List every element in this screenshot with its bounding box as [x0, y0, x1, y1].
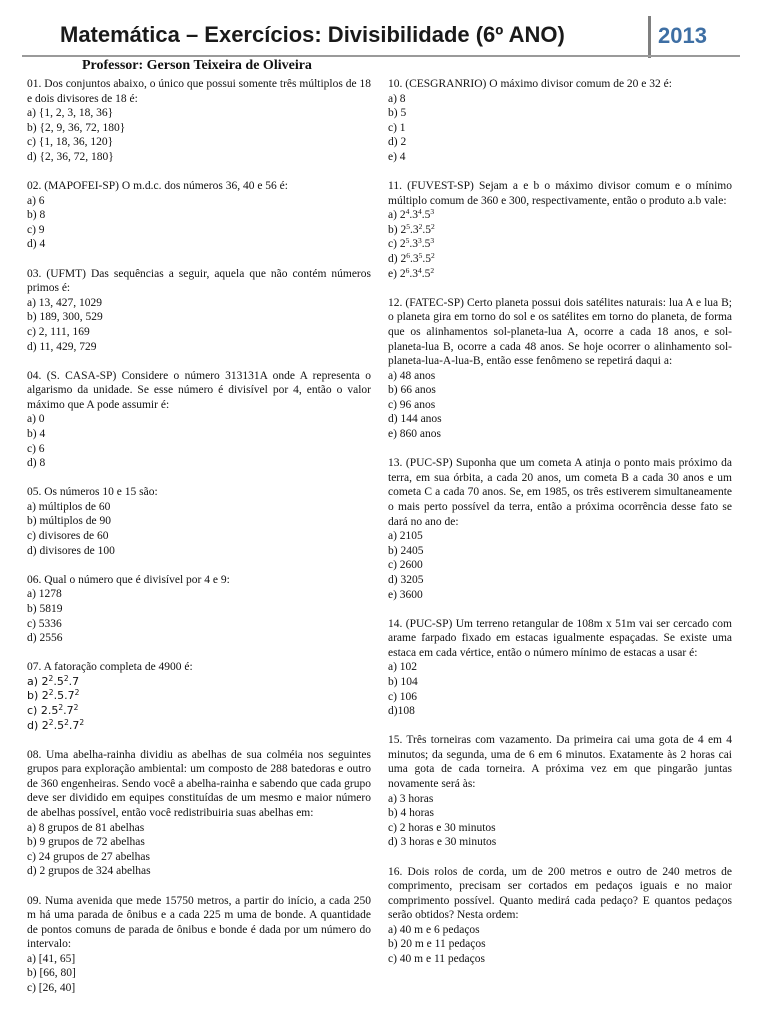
- power-exponent: 4: [417, 265, 422, 275]
- question-stem: 06. Qual o número que é divisível por 4 e 9:: [27, 573, 230, 586]
- power-base: 7: [67, 689, 75, 703]
- option-c: c) [26, 40]: [27, 982, 76, 995]
- option-a: a) múltiplos de 60: [27, 500, 111, 513]
- option-d: d) {2, 36, 72, 180}: [27, 150, 114, 163]
- question-stem: 10. (CESGRANRIO) O máximo divisor comum de 20 e 32 é:: [388, 78, 672, 90]
- power-base: 3: [412, 253, 419, 266]
- question-12: [388, 296, 732, 442]
- power-base: 5: [56, 674, 64, 688]
- option-b: b) 9 grupos de 72 abelhas: [27, 836, 145, 849]
- power-base: 5: [51, 703, 59, 717]
- question-stem: 09. Numa avenida que mede 15750 metros, a partir do início, a cada 250 m há uma parada de ônibus e a cada 225 m uma de bonde. A quantidade de pontos comuns de parada de ônibus e bonde é dada por um número do intervalo:: [27, 894, 371, 951]
- question-stem: 12. (FATEC-SP) Certo planeta possui dois satélites naturais: lua A e lua B; o planeta gira em torno do sol e os satélites em torno do planeta, de forma que os alinhamentos sol-planeta-lua A, ocorre a cada 18 anos, e sol-planeta-lua B, ocorre a cada 48 anos. Se hoje ocorrer o alinhamento sol-planeta-lua-A-lua-B, então esse fenômeno se repetirá daqui a:: [388, 296, 732, 368]
- question-03: [27, 267, 371, 355]
- option-d: d) 3 horas e 30 minutos: [388, 836, 497, 849]
- option-d: d) 3205: [388, 573, 424, 586]
- question-stem: 16. Dois rolos de corda, um de 200 metros e outro de 240 metros de comprimento, precisam ser cortados em pedaços iguais e no maior comprimento possível. Quanto medirá cada pedaço? E quantos pedaços serão obtidos? Nesta ordem:: [388, 865, 732, 922]
- power-base: 3: [412, 267, 418, 280]
- power-base: 2: [41, 718, 49, 732]
- option-a: a) 48 anos: [388, 369, 436, 382]
- option-d: d) 2556: [27, 632, 63, 645]
- power-exponent: 6: [405, 265, 410, 275]
- power-base: 2: [41, 689, 49, 703]
- option-b: b) múltiplos de 90: [27, 515, 112, 528]
- option-a: a) 1278: [27, 588, 62, 601]
- multiply-dot: .: [409, 209, 413, 222]
- question-stem: 01. Dos conjuntos abaixo, o único que possui somente três múltiplos de 18 e dois divisores de 18 é:: [27, 78, 371, 105]
- option-d: [388, 252, 732, 267]
- option-d: d)108: [388, 705, 415, 718]
- header-rule: [22, 55, 740, 57]
- multiply-dot: .: [53, 689, 58, 703]
- multiply-dot: .: [63, 703, 67, 717]
- multiply-dot: .: [68, 718, 73, 732]
- multiply-dot: .: [53, 718, 58, 732]
- power-base: 2: [399, 209, 406, 222]
- power-exponent: 4: [417, 207, 422, 217]
- question-01: [27, 77, 371, 165]
- power-exponent: 3: [430, 207, 435, 217]
- power-exponent: 2: [63, 673, 69, 683]
- question-stem: 03. (UFMT) Das sequências a seguir, aquela que não contém números primos é:: [27, 267, 371, 295]
- power-exponent: 2: [48, 688, 54, 698]
- power-base: 2: [399, 238, 406, 251]
- power-exponent: 5: [418, 251, 423, 261]
- question-stem: 07. A fatoração completa de 4900 é:: [27, 661, 193, 674]
- option-a: [388, 208, 732, 223]
- multiply-dot: .: [47, 703, 52, 717]
- header-divider: [648, 16, 651, 58]
- option-a: a) 2105: [388, 530, 423, 543]
- question-stem: 05. Os números 10 e 15 são:: [27, 486, 158, 499]
- option-b: b) 4: [27, 427, 46, 440]
- power-exponent: 4: [405, 207, 410, 217]
- option-e: e) 4: [388, 150, 406, 163]
- question-16: [388, 865, 732, 967]
- power-exponent: 5: [405, 236, 410, 246]
- option-e: e) 3600: [388, 588, 423, 601]
- page-title: Matemática – Exercícios: Divisibilidade (6º ANO): [60, 22, 565, 47]
- option-d: d) 144 anos: [388, 413, 442, 426]
- option-c: c) 24 grupos de 27 abelhas: [27, 850, 150, 863]
- option-b: b) {2, 9, 36, 72, 180}: [27, 121, 126, 134]
- option-a: a) 6: [27, 194, 45, 207]
- multiply-dot: .: [421, 238, 425, 251]
- question-stem: 14. (PUC-SP) Um terreno retangular de 108m x 51m vai ser cercado com arame farpado fixado em estacas igualmente espaçadas. Se existe uma estaca em cada vértice, então o número mínimo de estacas a usar é:: [388, 617, 732, 659]
- power-base: 7: [72, 674, 80, 688]
- option-d: d) 8: [27, 457, 46, 470]
- question-stem: 13. (PUC-SP) Suponha que um cometa A atinja o ponto mais próximo da terra, em sua órbita, a cada 20 anos, um cometa B a cada 30 anos e um cometa C a cada 70 anos. Se, em 1985, os três estiverem simultaneamente o mais perto possível da terra, então a próxima ocorrência desse fato se dará no ano de:: [388, 457, 732, 528]
- option-b: b) 5: [388, 107, 407, 120]
- power-exponent: 2: [74, 688, 80, 698]
- power-exponent: 2: [79, 717, 85, 727]
- option-a: a) 8 grupos de 81 abelhas: [27, 821, 145, 834]
- question-15: [388, 733, 732, 850]
- power-base: 2: [41, 674, 49, 688]
- option-b: b) 5819: [27, 602, 63, 615]
- power-exponent: 3: [417, 236, 422, 246]
- multiply-dot: .: [421, 209, 425, 222]
- option-c: [27, 704, 371, 719]
- power-exponent: 2: [64, 717, 69, 727]
- multiply-dot: .: [422, 253, 426, 266]
- option-label: c): [388, 238, 400, 251]
- question-14: [388, 617, 732, 719]
- power-exponent: 2: [58, 702, 64, 712]
- power-exponent: 3: [430, 236, 435, 246]
- question-stem: 02. (MAPOFEI-SP) O m.d.c. dos números 36, 40 e 56 é:: [27, 180, 288, 193]
- option-d: d) 4: [27, 238, 46, 251]
- option-b: b) 189, 300, 529: [27, 311, 103, 324]
- power-exponent: 6: [406, 251, 410, 261]
- option-b: b) 104: [388, 675, 418, 688]
- multiply-dot: .: [421, 267, 425, 280]
- option-c: c) 1: [388, 121, 406, 134]
- power-exponent: 5: [406, 221, 410, 231]
- professor-name: Professor: Gerson Teixeira de Oliveira: [82, 58, 312, 73]
- power-base: 7: [72, 718, 80, 732]
- question-13: [388, 456, 732, 602]
- power-options: [388, 208, 732, 281]
- power-base: 2: [399, 267, 406, 280]
- question-08: [27, 748, 371, 879]
- power-base: 5: [424, 267, 431, 280]
- option-a: a) 8: [388, 92, 406, 105]
- power-exponent: 2: [48, 717, 54, 727]
- option-d: d) 11, 429, 729: [27, 340, 97, 353]
- option-d: d) 2 grupos de 324 abelhas: [27, 865, 151, 878]
- power-base: 5: [57, 689, 65, 703]
- power-base: 7: [66, 703, 74, 717]
- option-label: d): [388, 253, 401, 266]
- right-column: [388, 77, 732, 981]
- multiply-dot: .: [409, 267, 413, 280]
- power-base: 2: [40, 703, 48, 717]
- option-c: c) 40 m e 11 pedaços: [388, 953, 485, 966]
- option-d: [27, 719, 371, 734]
- power-exponent: 2: [430, 265, 435, 275]
- option-c: c) 6: [27, 442, 45, 455]
- option-e: e) 860 anos: [388, 428, 442, 441]
- question-06: [27, 573, 371, 646]
- question-stem: 08. Uma abelha-rainha dividiu as abelhas de sua colméia nos seguintes grupos para exploração ambiental: um composto de 288 batedoras e outro de 360 engenheiras. Sendo você a abelha-rainha e sabendo que cada grupo deve ser dividido em equipes constituídas de um mesmo e maior número de abelhas possível, então você redistribuiria suas abelhas em:: [27, 748, 371, 820]
- question-07: [27, 660, 371, 733]
- option-b: b) 2405: [388, 544, 424, 557]
- power-exponent: 2: [430, 221, 435, 231]
- question-04: [27, 369, 371, 471]
- option-c: c) 106: [388, 690, 418, 703]
- power-base: 2: [400, 223, 407, 236]
- power-exponent: 2: [418, 221, 423, 231]
- question-stem: 04. (S. CASA-SP) Considere o número 313131A onde A representa o algarismo da unidade. Se esse número é divisível por 4, então o valor máximo que A pode assumir é:: [27, 369, 371, 411]
- question-09: [27, 894, 371, 996]
- question-stem: 11. (FUVEST-SP) Sejam a e b o máximo divisor comum e o mínimo múltiplo comum de 360 e 300, respectivamente, então o produto a.b vale:: [388, 180, 732, 207]
- power-base: 3: [412, 209, 418, 222]
- power-exponent: 2: [48, 673, 54, 683]
- option-label: b): [27, 689, 42, 703]
- question-05: [27, 485, 371, 558]
- power-base: 5: [57, 718, 65, 732]
- year-label: 2013: [658, 23, 707, 48]
- option-a: [27, 675, 371, 690]
- option-d: d) 2: [388, 136, 407, 149]
- power-exponent: 2: [430, 251, 435, 261]
- option-b: b) 4 horas: [388, 807, 434, 820]
- option-a: a) [41, 65]: [27, 952, 76, 965]
- multiply-dot: .: [64, 689, 68, 703]
- question-11: [388, 179, 732, 281]
- power-base: 3: [412, 238, 418, 251]
- option-c: c) 2600: [388, 559, 423, 572]
- option-d: d) divisores de 100: [27, 544, 115, 557]
- option-label: a): [388, 209, 400, 222]
- option-a: a) 40 m e 6 pedaços: [388, 923, 480, 936]
- power-base: 5: [424, 238, 431, 251]
- option-a: a) 3 horas: [388, 792, 434, 805]
- power-base: 5: [425, 253, 431, 266]
- option-c: [388, 237, 732, 252]
- question-02: [27, 179, 371, 252]
- question-10: [388, 77, 732, 165]
- option-c: c) divisores de 60: [27, 530, 109, 543]
- option-b: b) 66 anos: [388, 384, 436, 397]
- option-label: a): [27, 674, 42, 688]
- option-label: b): [388, 223, 401, 236]
- option-label: e): [388, 267, 400, 280]
- math-options: [27, 675, 371, 733]
- option-a: a) {1, 2, 3, 18, 36}: [27, 107, 114, 120]
- option-label: d): [27, 718, 42, 732]
- option-c: c) 9: [27, 223, 45, 236]
- page-header: [0, 0, 768, 58]
- option-c: c) 2, 111, 169: [27, 325, 90, 338]
- power-base: 5: [424, 209, 431, 222]
- option-c: c) 96 anos: [388, 398, 436, 411]
- option-label: c): [27, 703, 41, 717]
- option-c: c) 5336: [27, 617, 62, 630]
- option-b: b) [66, 80]: [27, 967, 76, 980]
- left-column: [27, 77, 371, 1010]
- power-base: 5: [425, 223, 431, 236]
- multiply-dot: .: [68, 674, 73, 688]
- option-b: [388, 223, 732, 238]
- option-a: a) 102: [388, 661, 418, 674]
- power-base: 2: [400, 253, 407, 266]
- option-b: b) 8: [27, 209, 46, 222]
- option-c: c) 2 horas e 30 minutos: [388, 821, 496, 834]
- multiply-dot: .: [409, 253, 413, 266]
- option-a: a) 13, 427, 1029: [27, 296, 103, 309]
- multiply-dot: .: [53, 674, 57, 688]
- option-b: b) 20 m e 11 pedaços: [388, 938, 486, 951]
- option-c: c) {1, 18, 36, 120}: [27, 136, 114, 149]
- multiply-dot: .: [409, 238, 413, 251]
- power-exponent: 2: [73, 702, 79, 712]
- option-e: [388, 267, 732, 282]
- multiply-dot: .: [422, 223, 426, 236]
- multiply-dot: .: [409, 223, 413, 236]
- question-stem: 15. Três torneiras com vazamento. Da primeira cai uma gota de 4 em 4 minutos; da segunda, uma de 6 em 6 minutos. Exatamente às 2 horas cai uma gota de cada torneira. A próxima vez em que pingarão juntas novamente será às:: [388, 734, 732, 791]
- option-b: [27, 689, 371, 704]
- power-base: 3: [412, 223, 419, 236]
- option-a: a) 0: [27, 413, 45, 426]
